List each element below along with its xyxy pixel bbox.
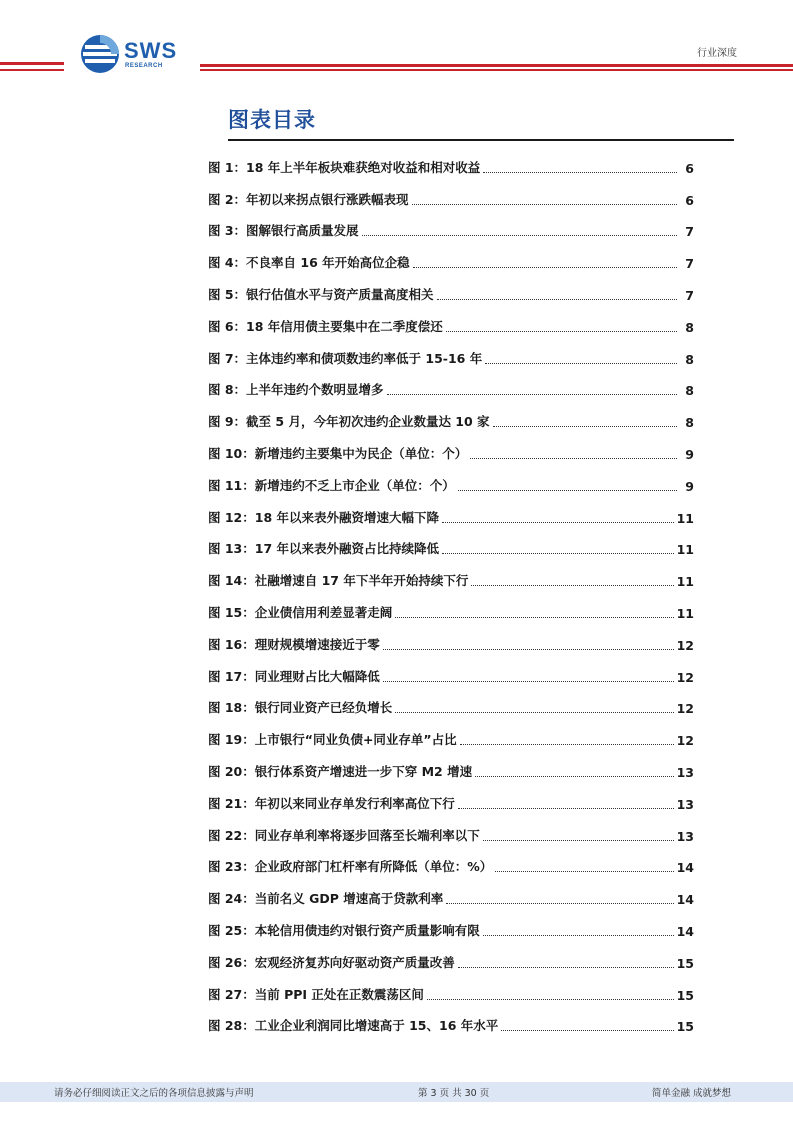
toc-entry-label: 图 19：上市银行“同业负债+同业存单”占比: [208, 732, 457, 748]
toc-entry-page-number: 13: [676, 764, 694, 780]
toc-entry-leader-dots: [458, 490, 677, 491]
toc-entry-label: 图 16：理财规模增速接近于零: [208, 636, 380, 652]
header-rule-left-top: [0, 62, 64, 65]
toc-entry-page-number: 13: [676, 796, 694, 812]
toc-entry-page-number: 7: [685, 287, 694, 303]
toc-entry-leader-dots: [471, 585, 673, 586]
toc-entry-label: 图 23：企业政府部门杠杆率有所降低（单位：%）: [208, 859, 493, 875]
toc-entry-leader-dots: [442, 553, 674, 554]
toc-entry-label: 图 24：当前名义 GDP 增速高于贷款利率: [208, 891, 444, 907]
toc-entry-page-number: 9: [685, 478, 694, 494]
toc-entry-leader-dots: [475, 776, 674, 777]
toc-entry-label: 图 14：社融增速自 17 年下半年开始持续下行: [208, 573, 469, 589]
toc-title: 图表目录: [228, 108, 316, 132]
toc-entry-leader-dots: [485, 363, 677, 364]
toc-entry[interactable]: [208, 788, 694, 820]
toc-entry[interactable]: [208, 947, 694, 979]
toc-entry-page-number: 15: [676, 987, 694, 1003]
document-type-label: 行业深度: [697, 48, 737, 59]
toc-entry-leader-dots: [383, 649, 674, 650]
toc-entry-label: 图 12：18 年以来表外融资增速大幅下降: [208, 509, 439, 525]
toc-entry-leader-dots: [395, 712, 673, 713]
toc-entry-page-number: 7: [685, 256, 694, 272]
toc-entry-page-number: 12: [676, 637, 694, 653]
toc-entry-page-number: 11: [676, 542, 694, 558]
toc-entry-label: 图 27：当前 PPI 正处在正数震荡区间: [208, 986, 424, 1002]
footer-disclaimer: 请务必仔细阅读正文之后的各项信息披露与声明: [54, 1088, 254, 1099]
toc-entry-label: 图 5：银行估值水平与资产质量高度相关: [208, 286, 434, 302]
toc-entry[interactable]: [208, 724, 694, 756]
toc-entry[interactable]: [208, 597, 694, 629]
toc-entry-leader-dots: [460, 744, 674, 745]
toc-entry-label: 图 13：17 年以来表外融资占比持续降低: [208, 541, 439, 557]
toc-entry[interactable]: [208, 820, 694, 852]
toc-entry[interactable]: [208, 534, 694, 566]
toc-entry-page-number: 8: [685, 351, 694, 367]
toc-entry[interactable]: [208, 693, 694, 725]
toc-entry-leader-dots: [427, 999, 674, 1000]
header-rule-right-top: [200, 64, 793, 67]
toc-entry-page-number: 14: [676, 860, 694, 876]
toc-entry-page-number: 12: [676, 701, 694, 717]
toc-entry-leader-dots: [437, 299, 677, 300]
toc-entry-page-number: 11: [676, 574, 694, 590]
toc-entry-leader-dots: [362, 235, 677, 236]
toc-entry-page-number: 13: [676, 828, 694, 844]
toc-entry[interactable]: [208, 406, 694, 438]
toc-entry[interactable]: [208, 756, 694, 788]
toc-entry-leader-dots: [413, 267, 677, 268]
toc-entry-page-number: 14: [676, 923, 694, 939]
toc-entry-page-number: 15: [676, 1019, 694, 1035]
toc-entry-leader-dots: [383, 681, 674, 682]
toc-entry[interactable]: [208, 629, 694, 661]
toc-entry-leader-dots: [446, 331, 677, 332]
toc-entry-page-number: 7: [685, 224, 694, 240]
header-rule-right-bottom: [200, 69, 793, 71]
toc-entry-label: 图 22：同业存单利率将逐步回落至长端利率以下: [208, 827, 480, 843]
toc-entry-label: 图 15：企业债信用利差显著走阔: [208, 604, 393, 620]
brand-subtitle: RESEARCH: [125, 63, 163, 69]
toc-entry-leader-dots: [387, 394, 677, 395]
toc-entry-label: 图 20：银行体系资产增速进一步下穿 M2 增速: [208, 763, 473, 779]
toc-entry-page-number: 6: [685, 192, 694, 208]
toc-entry[interactable]: [208, 152, 694, 184]
toc-entry[interactable]: [208, 184, 694, 216]
toc-entry-leader-dots: [483, 840, 674, 841]
toc-entry-leader-dots: [412, 204, 677, 205]
toc-entry-label: 图 26：宏观经济复苏向好驱动资产质量改善: [208, 954, 455, 970]
toc-entry[interactable]: [208, 1011, 694, 1043]
toc-entry-label: 图 1：18 年上半年板块难获绝对收益和相对收益: [208, 159, 481, 175]
toc-entry-page-number: 8: [685, 415, 694, 431]
toc-entry-page-number: 12: [676, 733, 694, 749]
toc-entry-leader-dots: [458, 808, 674, 809]
toc-entry[interactable]: [208, 915, 694, 947]
toc-entry-label: 图 6：18 年信用债主要集中在二季度偿还: [208, 318, 443, 334]
toc-entry[interactable]: [208, 247, 694, 279]
toc-entry-label: 图 18：银行同业资产已经负增长: [208, 700, 393, 716]
toc-entry-page-number: 9: [685, 446, 694, 462]
toc-entry[interactable]: [208, 852, 694, 884]
toc-entry-page-number: 8: [685, 319, 694, 335]
toc-entry-page-number: 11: [676, 510, 694, 526]
toc-entry-label: 图 17：同业理财占比大幅降低: [208, 668, 380, 684]
toc-entry-label: 图 11：新增违约不乏上市企业（单位：个）: [208, 477, 455, 493]
toc-entry-leader-dots: [501, 1030, 673, 1031]
toc-entry[interactable]: [208, 470, 694, 502]
toc-entry-leader-dots: [458, 967, 674, 968]
brand-name: SWS: [124, 38, 178, 63]
toc-entry[interactable]: [208, 502, 694, 534]
toc-entry-label: 图 2：年初以来拐点银行涨跌幅表现: [208, 191, 409, 207]
toc-entry[interactable]: [208, 279, 694, 311]
toc-entry-label: 图 21：年初以来同业存单发行利率高位下行: [208, 795, 455, 811]
toc-entry[interactable]: [208, 311, 694, 343]
toc-entry-leader-dots: [470, 458, 677, 459]
toc-entry[interactable]: [208, 438, 694, 470]
toc-entry-leader-dots: [395, 617, 673, 618]
toc-title-divider: [228, 139, 734, 141]
toc-entry-label: 图 9：截至 5 月，今年初次违约企业数量达 10 家: [208, 414, 490, 430]
toc-entry-page-number: 11: [676, 605, 694, 621]
toc-entry[interactable]: [208, 375, 694, 407]
toc-entry-label: 图 3：图解银行高质量发展: [208, 223, 359, 239]
toc-entry-leader-dots: [483, 935, 674, 936]
toc-entry-label: 图 7：主体违约率和债项数违约率低于 15-16 年: [208, 350, 483, 366]
toc-entry-leader-dots: [442, 522, 674, 523]
toc-entry-label: 图 10：新增违约主要集中为民企（单位：个）: [208, 445, 468, 461]
toc-entry-label: 图 4：不良率自 16 年开始高位企稳: [208, 255, 410, 271]
toc-entry-leader-dots: [495, 871, 673, 872]
footer-slogan: 简单金融 成就梦想: [651, 1088, 731, 1099]
toc-entry-page-number: 15: [676, 955, 694, 971]
toc-entry-page-number: 12: [676, 669, 694, 685]
toc-entry-leader-dots: [446, 903, 673, 904]
toc-entry[interactable]: [208, 979, 694, 1011]
toc-entry-page-number: 6: [685, 160, 694, 176]
toc-entry-label: 图 25：本轮信用债违约对银行资产质量影响有限: [208, 922, 480, 938]
toc-entry[interactable]: [208, 883, 694, 915]
sws-logo: [80, 34, 200, 74]
toc-list: [208, 152, 694, 1042]
toc-entry-leader-dots: [483, 172, 677, 173]
header-rule-left-bottom: [0, 69, 64, 71]
toc-entry-label: 图 28：工业企业利润同比增速高于 15、16 年水平: [208, 1018, 499, 1034]
toc-entry-label: 图 8：上半年违约个数明显增多: [208, 382, 384, 398]
toc-entry-leader-dots: [493, 426, 677, 427]
toc-entry-page-number: 14: [676, 892, 694, 908]
footer-page-info: 第 3 页 共 30 页: [418, 1088, 490, 1099]
toc-entry[interactable]: [208, 216, 694, 248]
sws-logo-mark-icon: [80, 34, 120, 74]
toc-entry[interactable]: [208, 661, 694, 693]
toc-entry-page-number: 8: [685, 383, 694, 399]
toc-entry[interactable]: [208, 565, 694, 597]
toc-entry[interactable]: [208, 343, 694, 375]
